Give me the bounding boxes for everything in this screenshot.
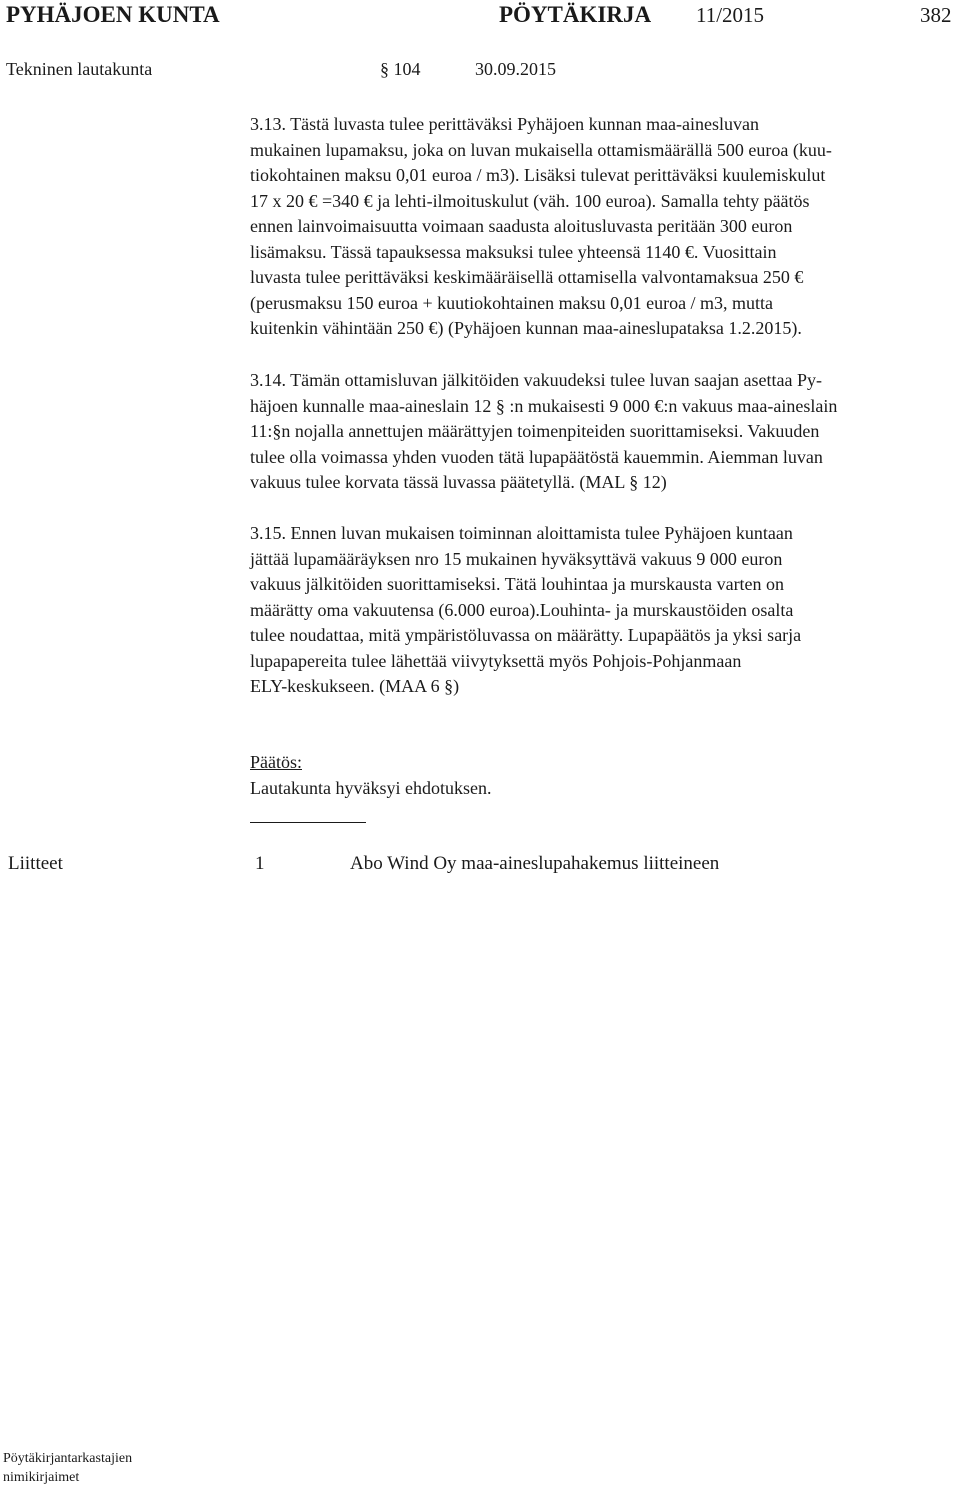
paragraph-line: määrätty oma vakuutensa (6.000 euroa).Louhinta- ja murskaustöiden osalta: [250, 599, 794, 620]
paragraph-line: 3.14. Tämän ottamisluvan jälkitöiden vakuudeksi tulee luvan saajan asettaa Py-: [250, 370, 823, 390]
document-type: PÖYTÄKIRJA: [499, 2, 652, 27]
decision-section: [250, 750, 950, 801]
section-reference: [380, 59, 421, 80]
paragraph-line: vakuus jälkitöiden suorittamiseksi. Tätä louhintaa ja murskausta varten on: [250, 574, 785, 594]
paragraph-line: 3.15. Ennen luvan mukaisen toiminnan aloittamista tulee Pyhäjoen kuntaan: [250, 523, 793, 543]
paragraph-line: ennen lainvoimaisuutta voimaan saadusta aloitusluvasta peritään 300 euron: [250, 216, 793, 236]
paragraph-line: lupapapereita tulee lähettää viivytyksettä myös Pohjois-Pohjanmaan: [250, 650, 742, 671]
paragraph-line: luvasta tulee perittäväksi keskimääräisellä ottamisella valvontamaksua 250 €: [250, 267, 804, 287]
meeting-number: 11/2015: [696, 3, 765, 27]
board-name: Tekninen lautakunta: [6, 59, 153, 79]
paragraph-line: 3.13. Tästä luvasta tulee perittäväksi Pyhäjoen kunnan maa-ainesluvan: [250, 114, 760, 134]
section-symbol: §: [380, 59, 389, 79]
attachment-title: Abo Wind Oy maa-aineslupahakemus liitteineen: [350, 853, 720, 874]
paragraph-line: 11:§n nojalla annettujen määrättyjen toimenpiteiden suorittamiseksi. Vakuuden: [250, 421, 820, 441]
attachment-number: 1: [255, 853, 265, 874]
paragraph-line: häjoen kunnalle maa-aineslain 12 § :n mukaisesti 9 000 €:n vakuus maa-aineslain: [250, 395, 838, 416]
paragraph-line: lisämaksu. Tässä tapauksessa maksuksi tulee yhteensä 1140 €. Vuosittain: [250, 241, 777, 262]
paragraph-3-14: [250, 368, 950, 496]
paragraph-3-13: [250, 112, 950, 342]
organization-name: PYHÄJOEN KUNTA: [6, 2, 220, 27]
decision-label: Päätös:: [250, 752, 302, 772]
footer-initials-label: nimikirjaimet: [3, 1470, 80, 1485]
paragraph-line: vakuus tulee korvata tässä luvassa päätetyllä. (MAL § 12): [250, 472, 667, 492]
paragraph-line: kuitenkin vähintään 250 €) (Pyhäjoen kunnan maa-aineslupataksa 1.2.2015).: [250, 318, 802, 338]
paragraph-line: 17 x 20 € =340 € ja lehti-ilmoituskulut (väh. 100 euroa). Samalla tehty päätös: [250, 190, 810, 211]
section-divider: [250, 822, 366, 823]
meeting-date: 30.09.2015: [475, 59, 556, 79]
paragraph-line: jättää lupamääräyksen nro 15 mukainen hyväksyttävä vakuus 9 000 euron: [250, 548, 783, 569]
section-number: 104: [393, 59, 421, 79]
paragraph-line: mukainen lupamaksu, joka on luvan mukaisella ottamismäärällä 500 euroa (kuu-: [250, 139, 832, 160]
paragraph-line: tulee olla voimassa yhden vuoden tätä lupapäätöstä kauemmin. Aiemman luvan: [250, 446, 823, 467]
paragraph-line: tulee noudattaa, mitä ympäristöluvassa on määrätty. Lupapäätös ja yksi sarja: [250, 625, 802, 645]
paragraph-3-15: [250, 521, 950, 700]
paragraph-line: tiokohtainen maksu 0,01 euroa / m3). Lisäksi tulevat perittäväksi kuulemiskulut: [250, 165, 826, 185]
attachments-label: Liitteet: [8, 853, 63, 874]
paragraph-line: ELY-keskukseen. (MAA 6 §): [250, 676, 460, 696]
page-number: 382: [920, 3, 952, 27]
footer-reviewers-label: Pöytäkirjantarkastajien: [3, 1451, 133, 1466]
decision-text: Lautakunta hyväksyi ehdotuksen.: [250, 777, 492, 798]
paragraph-line: (perusmaksu 150 euroa + kuutiokohtainen maksu 0,01 euroa / m3, mutta: [250, 292, 774, 313]
